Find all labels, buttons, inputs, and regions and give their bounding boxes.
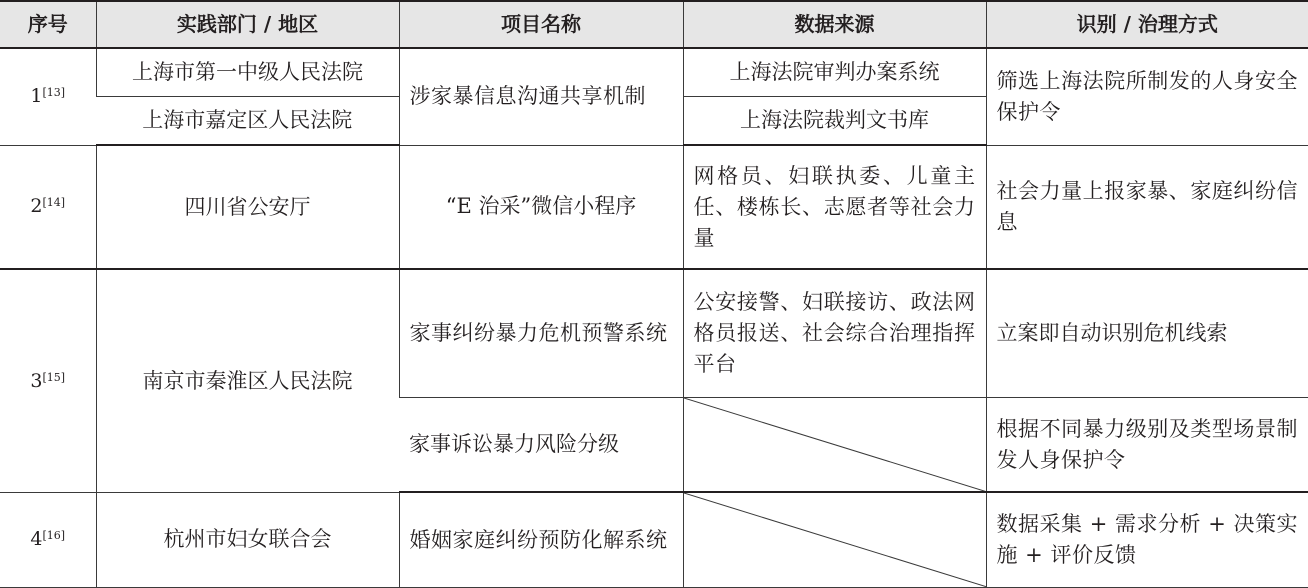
project-cell: 家事诉讼暴力风险分级	[399, 397, 683, 492]
method-cell: 筛选上海法院所制发的人身安全保护令	[986, 48, 1308, 145]
method-cell: 数据采集 + 需求分析 + 决策实施 + 评价反馈	[986, 492, 1308, 587]
row-index	[0, 269, 96, 492]
method-cell: 社会力量上报家暴、家庭纠纷信息	[986, 145, 1308, 269]
department-cell: 南京市秦淮区人民法院	[96, 269, 399, 492]
citation-ref: [16]	[42, 529, 66, 543]
row-index	[0, 48, 96, 145]
data-source-cell: 网格员、妇联执委、儿童主任、楼栋长、志愿者等社会力量	[683, 145, 986, 269]
table-row	[0, 145, 1308, 269]
department-cell: 杭州市妇女联合会	[96, 492, 399, 587]
header-method: 识别 / 治理方式	[986, 1, 1308, 48]
table-row	[0, 269, 1308, 397]
department-cell: 四川省公安厅	[96, 145, 399, 269]
data-source-cell: 上海法院裁判文书库	[683, 96, 986, 145]
project-cell: 婚姻家庭纠纷预防化解系统	[399, 492, 683, 587]
project-cell: “E 治采”微信小程序	[399, 145, 683, 269]
citation-ref: [14]	[42, 196, 66, 210]
method-cell: 根据不同暴力级别及类型场景制发人身保护令	[986, 397, 1308, 492]
row-number: 3	[30, 369, 43, 392]
table-row	[0, 492, 1308, 587]
table-row	[0, 48, 1308, 96]
department-cell: 上海市第一中级人民法院	[96, 48, 399, 96]
project-cell: 家事纠纷暴力危机预警系统	[399, 269, 683, 397]
header-index: 序号	[0, 1, 96, 48]
row-index	[0, 492, 96, 587]
header-data-source: 数据来源	[683, 1, 986, 48]
data-source-cell: 上海法院审判办案系统	[683, 48, 986, 96]
diagonal-line-icon	[684, 398, 986, 492]
citation-ref: [15]	[42, 370, 66, 384]
row-index	[0, 145, 96, 269]
header-row	[0, 1, 1308, 48]
empty-diagonal-cell	[683, 397, 986, 492]
method-cell: 立案即自动识别危机线索	[986, 269, 1308, 397]
department-cell: 上海市嘉定区人民法院	[96, 96, 399, 145]
project-cell: 涉家暴信息沟通共享机制	[399, 48, 683, 145]
data-source-cell: 公安接警、妇联接访、政法网格员报送、社会综合治理指挥平台	[683, 269, 986, 397]
header-department: 实践部门 / 地区	[96, 1, 399, 48]
header-project: 项目名称	[399, 1, 683, 48]
empty-diagonal-cell	[683, 492, 986, 587]
row-number: 1	[30, 85, 43, 108]
diagonal-line-icon	[684, 493, 986, 587]
citation-ref: [13]	[42, 86, 66, 100]
row-number: 2	[30, 195, 43, 218]
row-number: 4	[30, 528, 43, 551]
